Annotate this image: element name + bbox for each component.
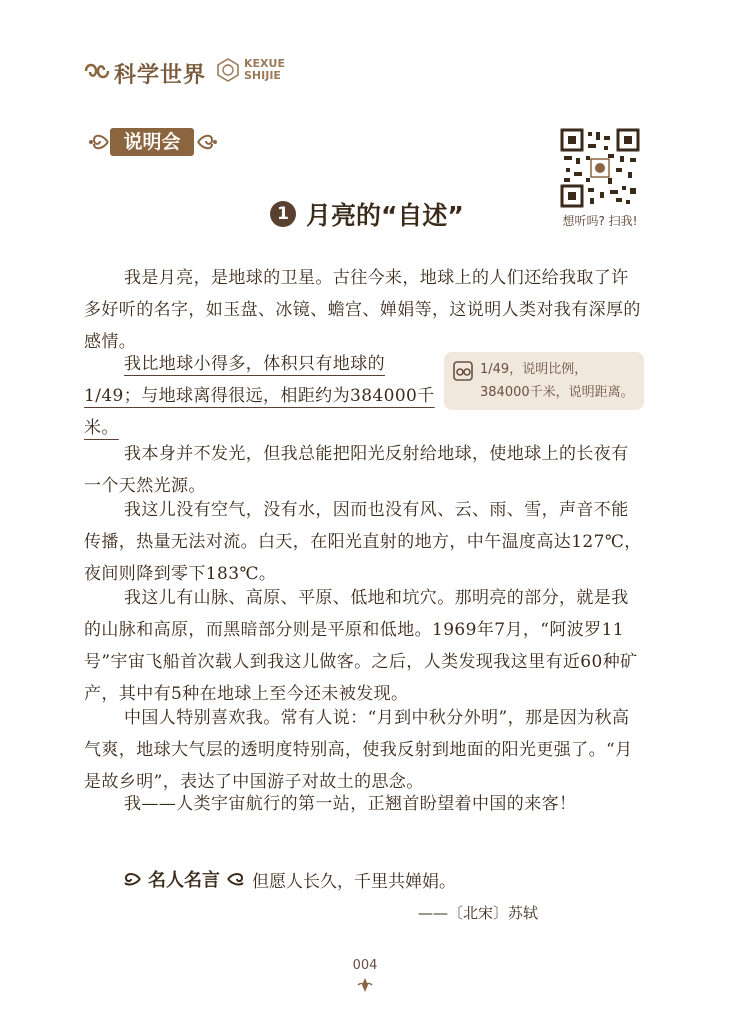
- ornament-right-icon: [196, 130, 218, 154]
- paragraph-6: 中国人特别喜欢我。常有人说：“月到中秋分外明”，那是因为秋高气爽，地球大气层的透明度特别高，使我反射到地面的阳光更强了。“月是故乡明”，表达了中国游子对故土的思念。: [84, 708, 633, 792]
- annotation-note-text: [480, 358, 642, 404]
- paragraph-1: 我是月亮，是地球的卫星。古往今来，地球上的人们还给我取了许多好听的名字，如玉盘、冰镜、蟾宫、婵娟等，这说明人类对我有深厚的感情。: [84, 268, 641, 352]
- quote-source: ——〔北宋〕苏轼: [418, 904, 539, 922]
- paragraph-5: 我这儿有山脉、高原、平原、低地和坑穴。那明亮的部分，就是我的山脉和高原，而黑暗部分则是平原和低地。1969年7月，“阿波罗11号”宇宙飞船首次载人到我这儿做客。之后，人类发现我这里有近60种矿产，其中有5种在地球上至今还未被发现。: [84, 588, 638, 704]
- paragraph-2-underlined-text: 我比地球小得多，体积只有地球的1/49；与地球离得很远，相距约为384000千米。: [84, 354, 435, 438]
- ornament-left-icon: [88, 130, 110, 154]
- article-title-row: [270, 196, 464, 232]
- brand-latin-line1: KEXUE: [244, 57, 285, 70]
- section-tag-label: 说明会: [110, 128, 194, 156]
- paragraph-7: 我——人类宇宙航行的第一站，正翘首盼望着中国的来客！: [124, 794, 577, 814]
- paragraph-3: 我本身并不发光，但我总能把阳光反射给地球，使地球上的长夜有一个天然光源。: [84, 444, 629, 496]
- section-tag: [88, 126, 218, 160]
- article-title: 月亮的“自述”: [306, 201, 464, 230]
- brand-latin-line2: SHIJIE: [244, 69, 281, 82]
- paragraph-2: [84, 348, 436, 444]
- swirl-logo-icon: [82, 59, 112, 83]
- reading-glasses-icon: [452, 360, 474, 382]
- qr-code-icon[interactable]: [560, 128, 640, 208]
- famous-quote: [122, 866, 456, 892]
- quote-label: 名人名言: [148, 870, 220, 891]
- quote-ornament-left-icon: [122, 870, 142, 888]
- quote-ornament-right-icon: [226, 870, 246, 888]
- quote-text: 但愿人长久，千里共婵娟。: [252, 871, 456, 892]
- note-line-1: 1/49，说明比例，: [480, 362, 588, 377]
- brand-badge-icon: [216, 58, 240, 82]
- article-number-badge: 1: [270, 201, 296, 227]
- page-number: 004: [352, 958, 378, 973]
- brand-latin: [244, 58, 285, 82]
- annotation-note: [444, 352, 644, 410]
- qr-caption: 想听吗? 扫我!: [562, 214, 638, 228]
- paragraph-4: 我这儿没有空气，没有水，因而也没有风、云、雨、雪，声音不能传播，热量无法对流。白天，在阳光直射的地方，中午温度高达127℃，夜间则降到零下183℃。: [84, 500, 642, 584]
- page-header: [82, 55, 342, 89]
- brand-title: 科学世界: [114, 63, 207, 88]
- note-line-2: 384000千米，说明距离。: [480, 385, 634, 400]
- page-ornament-icon: [356, 976, 374, 994]
